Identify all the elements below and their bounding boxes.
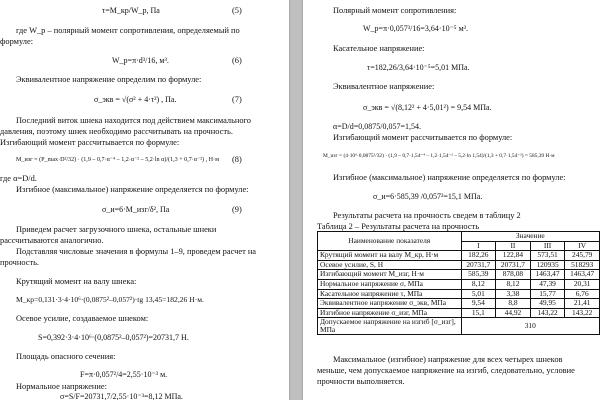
paragraph-line: рассчитываются аналогично. — [0, 236, 104, 245]
paragraph-line: Приведем расчет загрузочного шнека, остальные шнеки — [16, 225, 217, 234]
calculation-line: σ=S/F=20731,7/2,55·10⁻³=8,12 МПа. — [60, 392, 183, 400]
equation-number: (7) — [232, 95, 242, 104]
table-cell: 122,84 — [496, 251, 531, 261]
table-row — [318, 270, 600, 280]
table-cell: Крутящий момент на валу M_кр, Н·м — [318, 251, 462, 261]
paragraph-line: Касательное напряжение: — [333, 44, 425, 53]
table-column-header: III — [530, 241, 565, 251]
table-row — [318, 279, 600, 289]
calculation-line: S=0,392·3·4·10⁶·(0,0875²–0,057²)=20731,7 Н. — [38, 333, 189, 342]
table-column-header: IV — [565, 241, 600, 251]
table-column-header: II — [496, 241, 531, 251]
table-cell: 8,12 — [496, 279, 531, 289]
table-cell: 44,92 — [496, 308, 531, 318]
paragraph-line: формуле: — [0, 37, 34, 46]
table-cell: 8,12 — [461, 279, 496, 289]
table-cell: Осевое усилие, S, Н — [318, 260, 462, 270]
paragraph-line: Крутящий момент на валу шнека: — [16, 277, 137, 286]
table-cell: 878,08 — [496, 270, 531, 280]
table-cell: 1463,47 — [530, 270, 565, 280]
paragraph-line: Эквивалентное напряжение: — [333, 82, 435, 91]
calculation-line: τ=182,26/3,64·10⁻⁵=5,01 МПа. — [367, 63, 470, 72]
table-cell: Касательное напряжение τ, МПа — [318, 289, 462, 299]
table-cell: 120935 — [530, 260, 565, 270]
paragraph-line: Эквивалентное напряжение определим по формуле: — [16, 75, 202, 84]
table-cell: 585,39 — [461, 270, 496, 280]
table-cell: 8,8 — [496, 299, 531, 309]
paragraph-line: Изгибающий момент рассчитывается по формуле: — [333, 133, 513, 142]
paragraph-line: Изгибное (максимальное) напряжение определяется по формуле: — [16, 185, 249, 194]
paragraph-line: где W_p – полярный момент сопротивления, определяемый по — [16, 26, 240, 35]
table-cell: 5,01 — [461, 289, 496, 299]
calculation-line: σ_экв = √(8,12² + 4·5,01²) = 9,54 МПа. — [363, 103, 492, 112]
table-header-name: Наименование показателя — [318, 232, 462, 251]
table-cell: 3,38 — [496, 289, 531, 299]
table-cell: Эквивалентное напряжение σ_экв, МПа — [318, 299, 462, 309]
formula-9: σ_и=6·M_изг/δ², Па — [102, 205, 170, 214]
results-table — [317, 231, 600, 335]
table-cell: 182,26 — [461, 251, 496, 261]
table-cell: 15,77 — [530, 289, 565, 299]
paragraph-line: Полярный момент сопротивления: — [333, 6, 457, 15]
paragraph-line: Результаты расчета на прочность сведем в таблицу 2 — [333, 211, 521, 220]
paragraph-line: где α=D/d. — [0, 174, 37, 183]
calculation-line: σ_и=6·585,39 /0,057²=15,1 МПа. — [373, 192, 483, 201]
table-row — [318, 260, 600, 270]
calculation-line: M_изг = (4·10⁶·0,0875²/32) · (1,9 – 0,7·1,54⁻⁴ – 1,2·1,54⁻² – 5,2·ln 1,54)/(1,3 + 0,7·1,54⁻²) = 585,39 Н·м — [323, 153, 555, 159]
table-cell: 143,22 — [565, 308, 600, 318]
table-row — [318, 251, 600, 261]
calculation-line: M_кр=0,131·3·4·10⁶·(0,0875²–0,057²)·tg 13,45=182,26 Н·м. — [16, 295, 204, 304]
table-cell: Нормальное напряжение σ, МПа — [318, 279, 462, 289]
equation-number: (9) — [232, 205, 242, 214]
paragraph-line: Нормальное напряжение: — [16, 382, 107, 391]
table-cell: 6,76 — [565, 289, 600, 299]
table-cell: 20731,7 — [461, 260, 496, 270]
table-cell: 20,31 — [565, 279, 600, 289]
table-cell: 51829З — [565, 260, 600, 270]
right-page — [303, 0, 600, 400]
paragraph-line: Площадь опасного сечения: — [16, 352, 116, 361]
table-row — [318, 299, 600, 309]
table-cell: 143,22 — [530, 308, 565, 318]
paragraph-line: давления, поэтому шнек необходимо рассчитывать на прочность. — [0, 127, 233, 136]
paragraph-line: меньше, чем допускаемое напряжение на изгиб, следовательно, условие — [317, 366, 575, 375]
paragraph-line: Максимальное (изгибное) напряжение для всех четырех шнеков — [333, 355, 563, 364]
table-cell: 310 — [461, 318, 599, 335]
table-cell: 9,54 — [461, 299, 496, 309]
table-cell: Изгибное напряжение σ_изг, МПа — [318, 308, 462, 318]
equation-number: (8) — [232, 155, 242, 164]
paragraph-line: Подставляя числовые значения в формулы 1–9, проведем расчет на — [16, 247, 257, 256]
table-cell: Допускаемое напряжение на изгиб [σ_изг], МПа — [318, 318, 462, 335]
equation-number: (5) — [232, 6, 242, 15]
paragraph-line: Изгибающий момент рассчитывается по формуле: — [0, 138, 180, 147]
formula-8: M_изг = (P_max·D²/32) · (1,9 – 0,7·α⁻⁴ – 1,2·α⁻² – 5,2·ln α)/(1,3 + 0,7·α⁻²) , Н·м — [16, 157, 219, 163]
table-header-group: Значение — [461, 232, 599, 242]
left-page — [0, 0, 289, 400]
formula-5: τ=M_кр/W_p, Па — [102, 6, 160, 15]
paragraph-line: прочность. — [0, 258, 40, 267]
table-cell: 47,39 — [530, 279, 565, 289]
formula-6: W_p=π·d³/16, м³. — [112, 56, 169, 65]
equation-number: (6) — [232, 56, 242, 65]
table-cell: 20731,7 — [496, 260, 531, 270]
table-caption: Таблица 2 – Результаты расчета на прочность — [317, 222, 480, 231]
paragraph-line: Последний виток шнека находится под действием максимального — [16, 116, 251, 125]
table-row — [318, 289, 600, 299]
table-row — [318, 318, 600, 335]
calculation-line: F=π·0,057²/4=2,55·10⁻³ м. — [80, 370, 168, 379]
table-cell: Изгибающий момент M_изг, Н·м — [318, 270, 462, 280]
table-column-header: I — [461, 241, 496, 251]
table-cell: 21,41 — [565, 299, 600, 309]
paragraph-line: прочности выполняется. — [317, 377, 405, 386]
calculation-line: W_p=π·0,057³/16=3,64·10⁻⁵ м³. — [363, 24, 469, 33]
table-cell: 15,1 — [461, 308, 496, 318]
paragraph-line: Осевое усилие, создаваемое шнеком: — [16, 314, 149, 323]
formula-7: σ_экв = √(σ² + 4·τ²) , Па. — [94, 95, 177, 104]
paragraph-line: Изгибное (максимальное) напряжение определяется по формуле: — [333, 173, 566, 182]
table-cell: 49,95 — [530, 299, 565, 309]
table-cell: 245,79 — [565, 251, 600, 261]
table-cell: 573,51 — [530, 251, 565, 261]
table-cell: 1463,47 — [565, 270, 600, 280]
calculation-line: α=D/d=0,0875/0,057=1,54. — [333, 122, 421, 131]
